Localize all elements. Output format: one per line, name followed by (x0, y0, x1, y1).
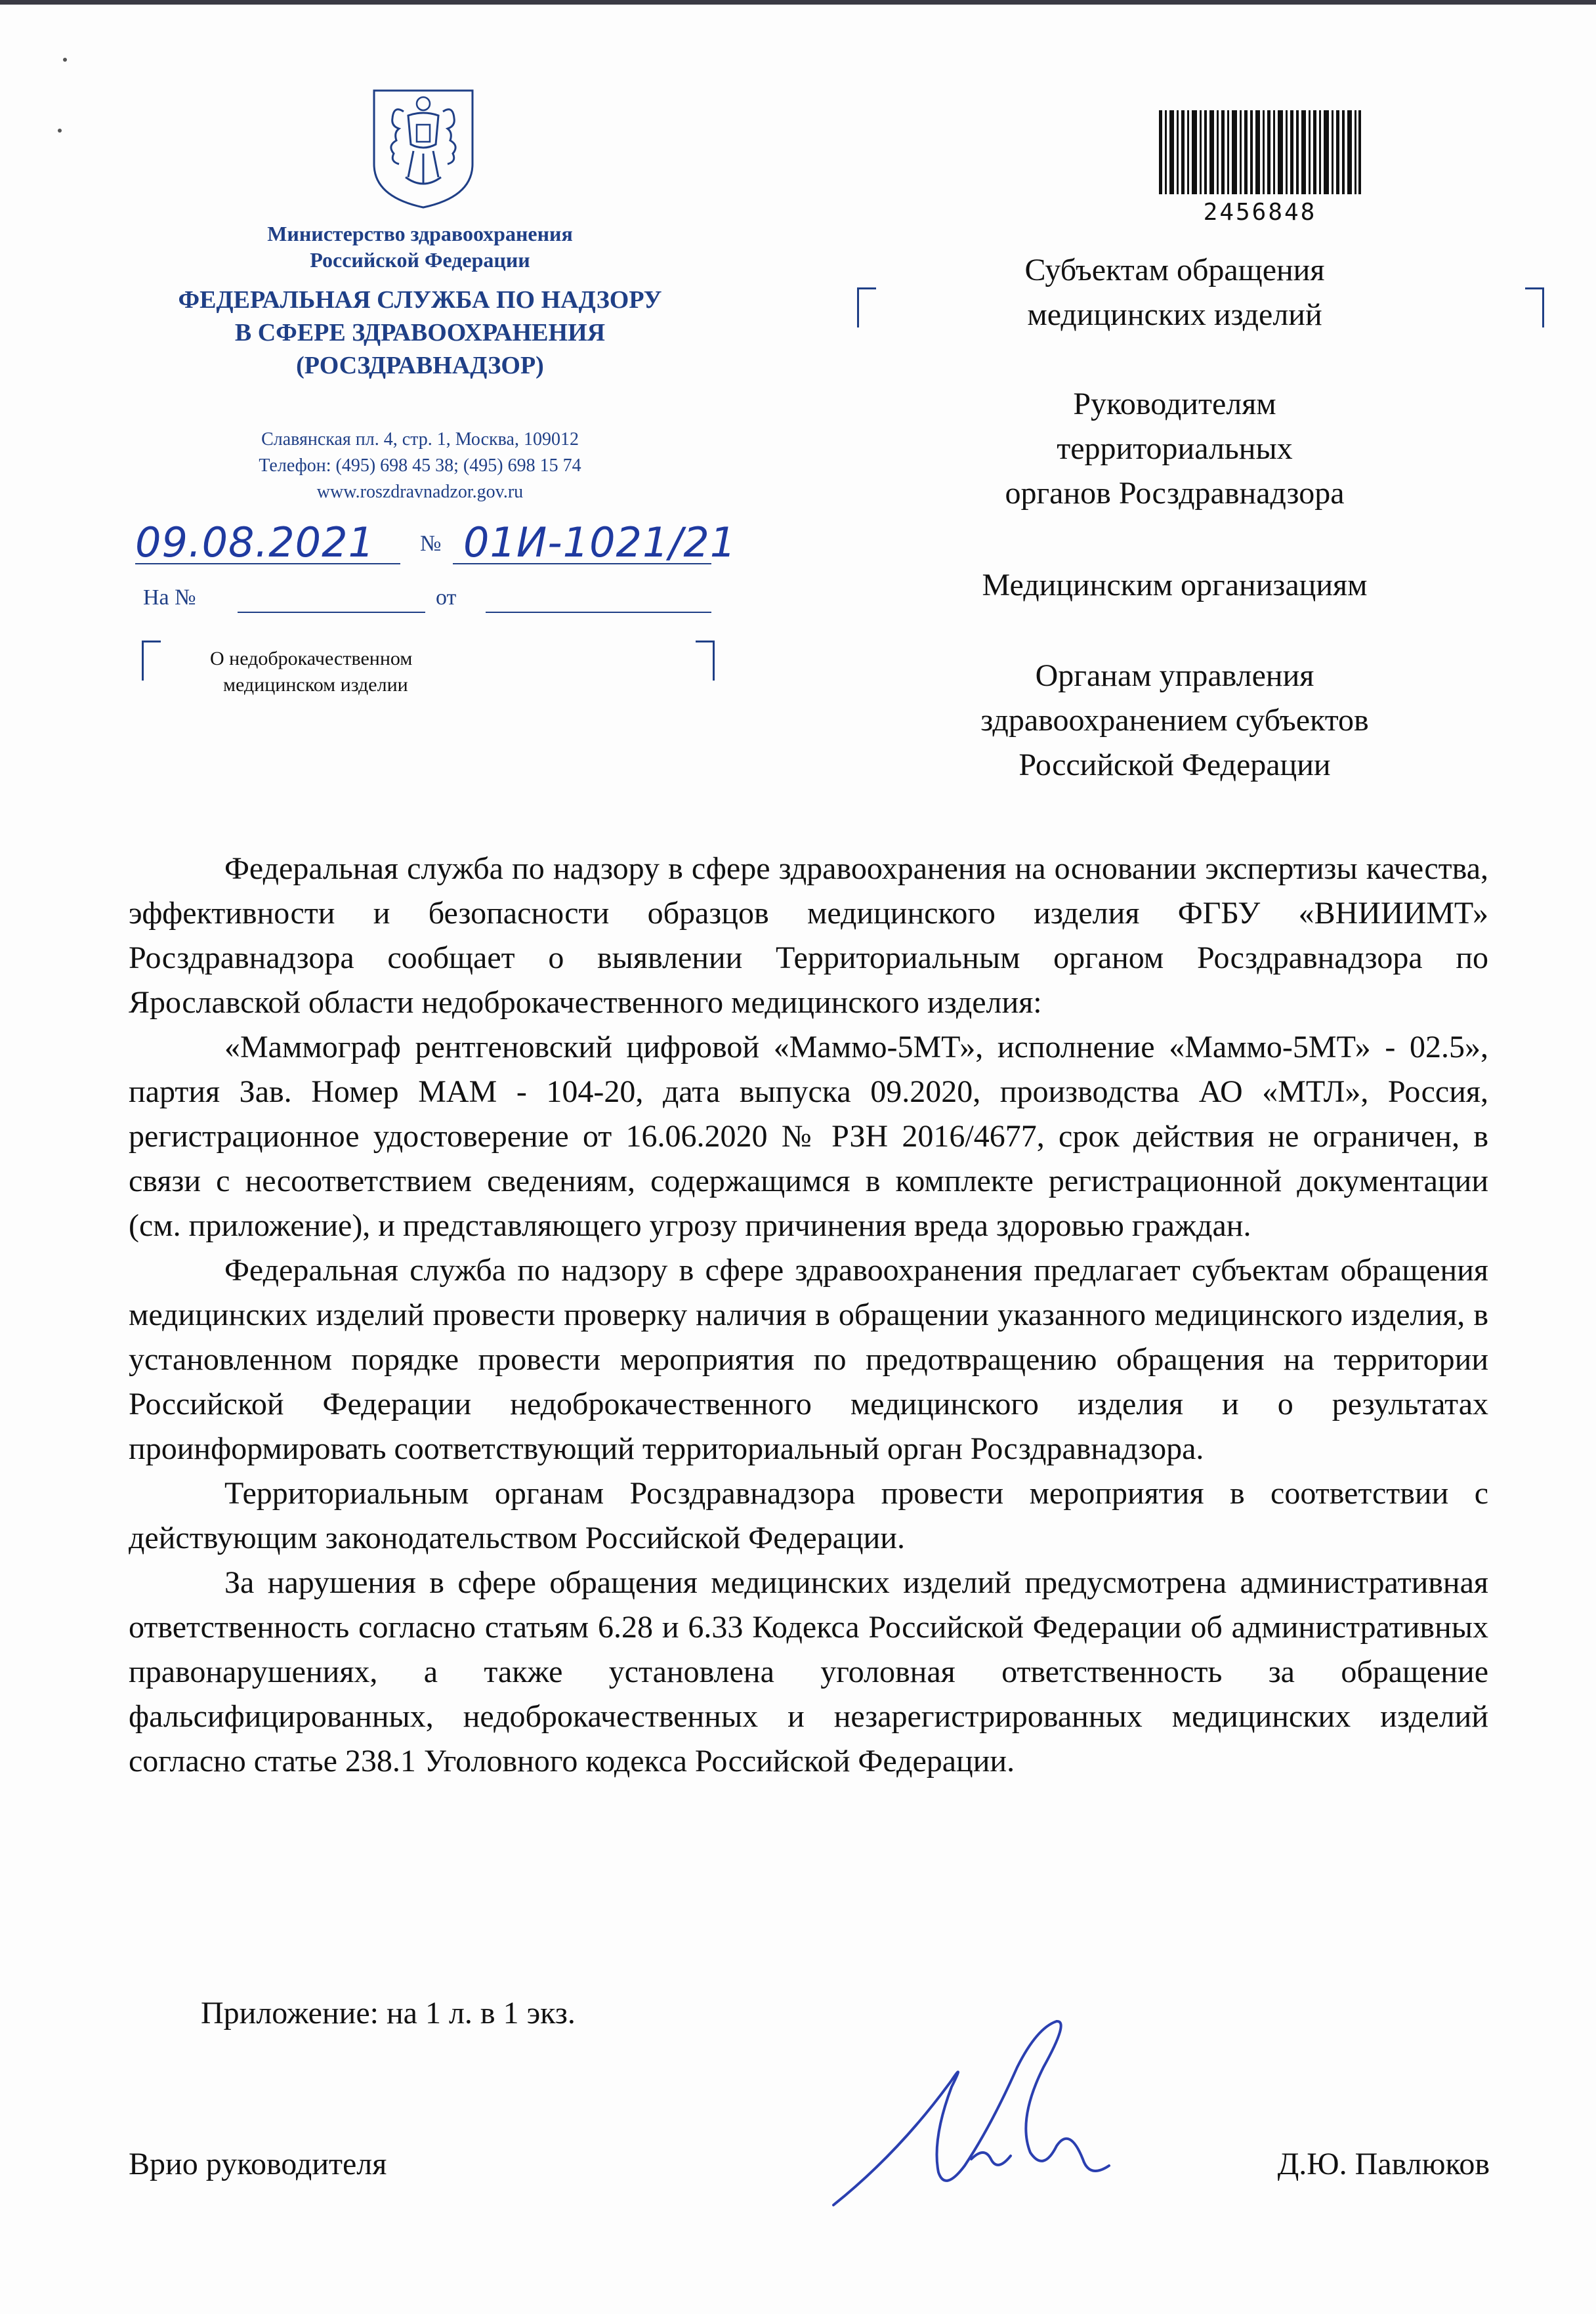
barcode-number: 2456848 (1203, 199, 1317, 226)
agency-line: ФЕДЕРАЛЬНАЯ СЛУЖБА ПО НАДЗОРУ (178, 286, 662, 314)
letter-body (129, 847, 1488, 1784)
recipient-line: Субъектам обращения (1024, 253, 1325, 287)
recipient-medical-organizations (906, 563, 1444, 608)
agency-name (118, 284, 722, 382)
subject-corner-left (142, 641, 161, 681)
recipient-line: Российской Федерации (1018, 747, 1331, 782)
recipient-line: Руководителям (1073, 387, 1276, 421)
recipient-line: здравоохранением субъектов (980, 703, 1369, 738)
reply-date-line (486, 612, 711, 613)
recipient-line: Медицинским организациям (982, 568, 1368, 602)
signatory-position: Врио руководителя (129, 2147, 387, 2181)
reply-from-label: от (436, 585, 457, 610)
double-headed-eagle-emblem-icon (368, 85, 479, 210)
signatory-name: Д.Ю. Павлюков (1277, 2147, 1490, 2181)
body-paragraph: Федеральная служба по надзору в сфере здравоохранения предлагает субъектам обращения медицинских изделий провести проверку наличия в обращении указанного медицинского изделия, в установленном порядке провести мероприятия по предотвращению обращения на территории Российской Федерации недоброкачественного медицинского изделия и о результатах проинформировать соответствующий территориальный орган Росздравнадзора. (129, 1253, 1488, 1466)
letter-subject (210, 646, 525, 698)
agency-line: (РОСЗДРАВНАДЗОР) (296, 352, 544, 379)
registration-number: 01И-1021/21 (463, 518, 737, 566)
reply-label: На № (143, 585, 196, 610)
subject-corner-right (696, 641, 715, 681)
date-underline (135, 563, 400, 564)
ministry-name (131, 221, 709, 273)
agency-contacts (131, 427, 709, 505)
scan-speck (63, 58, 67, 62)
barcode-icon (1159, 110, 1361, 194)
recipient-line: Органам управления (1035, 658, 1314, 693)
body-paragraph: «Маммограф рентгеновский цифровой «Маммо-5МТ», исполнение «Маммо-5МТ» - 02.5», партия Зав. Номер МАМ - 104-20, дата выпуска 09.2020, производства АО «МТЛ», Россия, регистрационное удостоверение от 16.06.2020 № РЗН 2016/4677, срок действия не ограничен, в связи с несоответствием сведениям, содержащимся в комплекте регистрационной документации (см. приложение), и представляющего угрозу причинения вреда здоровью граждан. (129, 1030, 1488, 1243)
agency-line: В СФЕРЕ ЗДРАВООХРАНЕНИЯ (234, 319, 606, 347)
ministry-line: Министерство здравоохранения (267, 222, 573, 245)
agency-address: Славянская пл. 4, стр. 1, Москва, 109012 (261, 429, 579, 450)
appendix-note: Приложение: на 1 л. в 1 экз. (201, 1996, 576, 2030)
recipient-circulation-subjects (906, 248, 1444, 337)
agency-phone: Телефон: (495) 698 45 38; (495) 698 15 74 (259, 455, 581, 476)
agency-website: www.roszdravnadzor.gov.ru (316, 482, 524, 502)
number-label: № (420, 532, 442, 556)
recipient-corner-right (1525, 287, 1544, 327)
handwritten-signature-icon (820, 2008, 1188, 2218)
recipient-corner-left (857, 287, 876, 327)
recipient-line: медицинских изделий (1027, 297, 1322, 332)
scan-top-edge (0, 0, 1596, 5)
registration-date: 09.08.2021 (135, 518, 375, 566)
body-paragraph: За нарушения в сфере обращения медицинских изделий предусмотрена административная ответственность согласно статьям 6.28 и 6.33 Кодекса Российской Федерации об административных правонарушениях, а также установлена уголовная ответственность за обращение фальсифицированных, недоброкачественных и незарегистрированных медицинских изделий согласно статье 238.1 Уголовного кодекса Российской Федерации. (129, 1565, 1488, 1778)
scan-speck (58, 129, 62, 133)
subject-line: медицинском изделии (223, 674, 408, 696)
reply-number-line (238, 612, 425, 613)
recipient-health-authorities (906, 654, 1444, 788)
subject-line: О недоброкачественном (210, 648, 413, 669)
ministry-line: Российской Федерации (310, 248, 530, 272)
recipient-line: органов Росздравнадзора (1005, 476, 1345, 511)
body-paragraph: Федеральная служба по надзору в сфере здравоохранения на основании экспертизы качества, эффективности и безопасности образцов медицинского изделия ФГБУ «ВНИИИМТ» Росздравнадзора сообщает о выявлении Территориальным органом Росздравнадзора по Ярославской области недоброкачественного медицинского изделия: (129, 851, 1488, 1020)
recipient-territorial-heads (906, 382, 1444, 516)
body-paragraph: Территориальным органам Росздравнадзора провести мероприятия в соответствии с действующим законодательством Российской Федерации. (129, 1476, 1488, 1555)
number-underline (453, 563, 711, 564)
recipient-line: территориальных (1057, 431, 1293, 466)
